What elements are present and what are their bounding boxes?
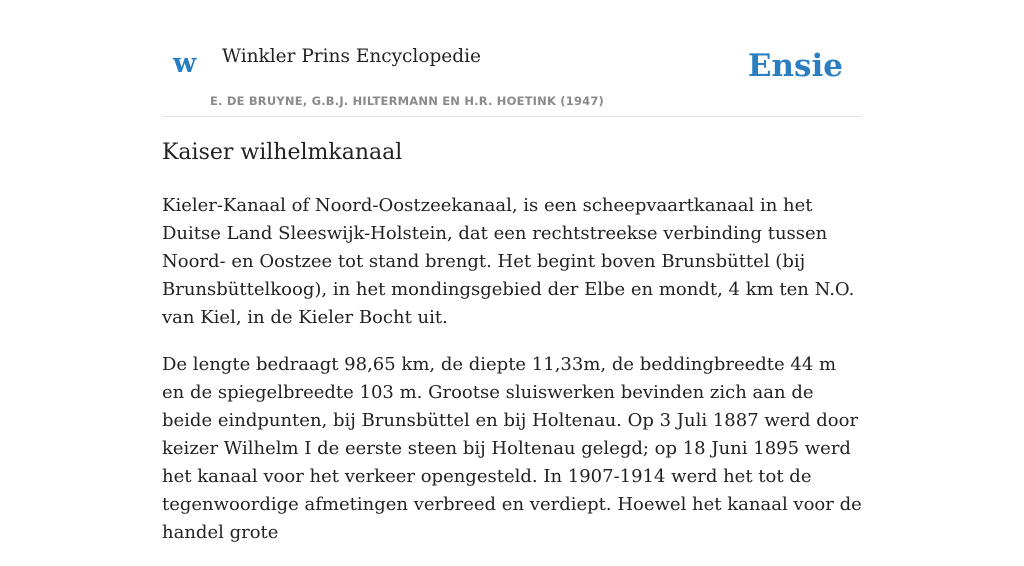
source-logo-icon: w bbox=[173, 48, 197, 79]
header bbox=[162, 0, 862, 117]
brand-logo[interactable]: Ensie bbox=[747, 48, 843, 84]
article-paragraph: Kieler-Kanaal of Noord-Oostzeekanaal, is een scheepvaartkanaal in het Duitse Land Sleeswijk-Holstein, dat een rechtstreekse verbinding tussen Noord- en Oostzee tot stand brengt. Het begint boven Brunsbüttel (bij Brunsbüttelkoog), in het mondingsgebied der Elbe en mondt, 4 km ten N.O. van Kiel, in de Kieler Bocht uit. bbox=[162, 195, 855, 328]
book-authors: E. DE BRUYNE, G.B.J. HILTERMANN EN H.R. HOETINK (1947) bbox=[210, 94, 605, 108]
article-title: Kaiser wilhelmkanaal bbox=[162, 140, 403, 165]
article-body bbox=[162, 192, 862, 566]
book-title[interactable]: Winkler Prins Encyclopedie bbox=[222, 46, 481, 67]
article-paragraph: De lengte bedraagt 98,65 km, de diepte 11,33m, de beddingbreedte 44 m en de spiegelbreedte 103 m. Grootse sluiswerken bevinden zich aan de beide eindpunten, bij Brunsbüttel en bij Holtenau. Op 3 Juli 1887 werd door keizer Wilhelm I de eerste steen bij Holtenau gelegd; op 18 Juni 1895 werd het kanaal voor het verkeer opengesteld. In 1907-1914 werd het tot de tegenwoordige afmetingen verbreed en verdiept. Hoewel het kanaal voor de handel grote bbox=[162, 354, 862, 543]
